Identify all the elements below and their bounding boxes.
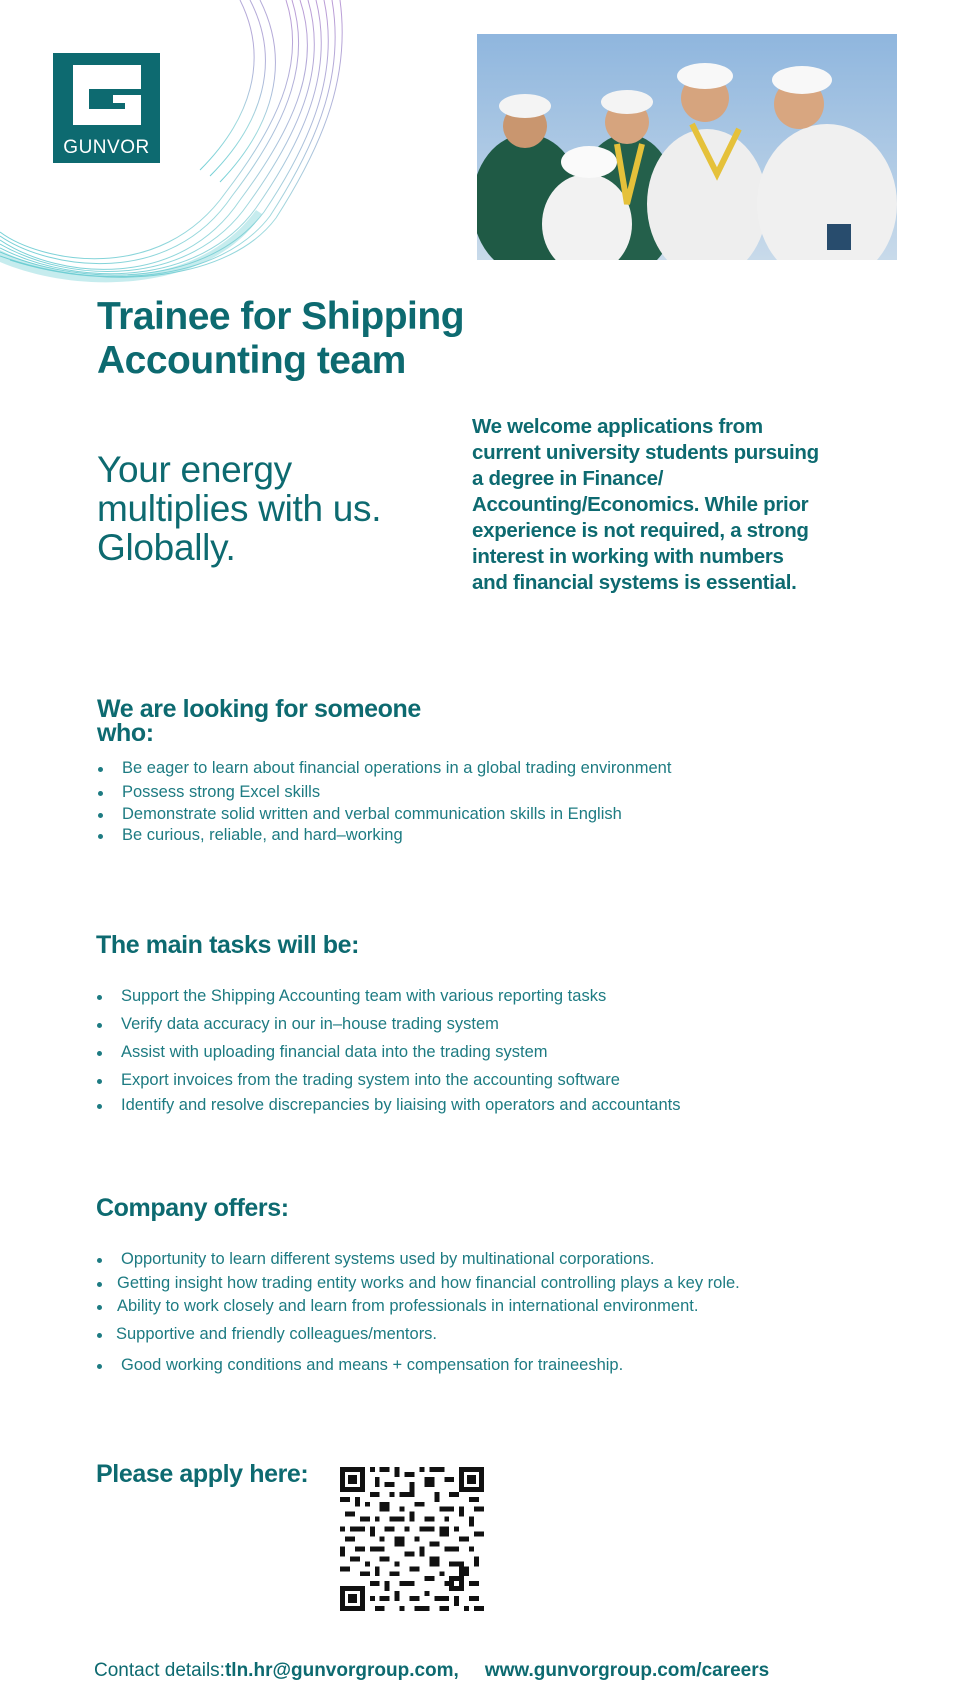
apply-heading: Please apply here:: [96, 1460, 309, 1488]
offers-heading: Company offers:: [96, 1194, 289, 1222]
contact-details: [94, 1660, 769, 1682]
contact-label: Contact details:: [94, 1660, 225, 1681]
looking-for-heading-line-2: who:: [97, 719, 154, 747]
list-item: Supportive and friendly colleagues/mentors.: [95, 1325, 740, 1356]
looking-for-list: [96, 759, 671, 847]
tasks-heading: The main tasks will be:: [96, 931, 360, 959]
job-title: [97, 295, 517, 383]
team-photo: [477, 34, 897, 260]
job-title-line-2: Accounting team: [97, 339, 406, 382]
offers-list: [95, 1250, 740, 1380]
list-item: Be eager to learn about financial operations in a global trading environment: [96, 759, 671, 783]
list-item: Opportunity to learn different systems used by multinational corporations.: [95, 1250, 740, 1274]
list-item: Identify and resolve discrepancies by liaising with operators and accountants: [95, 1096, 681, 1120]
tagline: [97, 450, 457, 567]
list-item: Assist with uploading financial data into the trading system: [95, 1043, 681, 1071]
job-title-line-1: Trainee for Shipping: [97, 295, 465, 338]
contact-email-link[interactable]: tln.hr@gunvorgroup.com,: [224, 1660, 459, 1681]
list-item: Verify data accuracy in our in–house trading system: [95, 1015, 681, 1043]
list-item: Export invoices from the trading system into the accounting software: [95, 1071, 681, 1096]
list-item: Possess strong Excel skills: [96, 783, 671, 805]
looking-for-heading: [97, 697, 497, 745]
intro-paragraph: We welcome applications from current university students pursuing a degree in Finance/ Accounting/Economics. While prior experience is not required, a strong interest in working with numbers and financial systems is essential.: [472, 415, 819, 594]
tagline-line-1: Your energy: [97, 449, 292, 490]
list-item: Be curious, reliable, and hard–working: [96, 826, 671, 847]
tagline-line-2: multiplies with us.: [97, 488, 382, 529]
gunvor-logo: [53, 53, 160, 163]
list-item: Support the Shipping Accounting team with various reporting tasks: [95, 987, 681, 1015]
list-item: Getting insight how trading entity works and how financial controlling plays a key role.: [95, 1274, 740, 1297]
logo-wordmark: GUNVOR: [63, 137, 150, 158]
looking-for-heading-line-1: We are looking for someone: [97, 695, 421, 723]
tagline-line-3: Globally.: [97, 527, 236, 568]
list-item: Demonstrate solid written and verbal communication skills in English: [96, 805, 671, 826]
list-item: Ability to work closely and learn from professionals in international environment.: [95, 1297, 740, 1325]
list-item: Good working conditions and means + compensation for traineeship.: [95, 1356, 740, 1380]
tasks-list: [95, 987, 681, 1120]
qr-code-icon[interactable]: [340, 1467, 484, 1611]
careers-website-link[interactable]: www.gunvorgroup.com/careers: [484, 1660, 770, 1681]
